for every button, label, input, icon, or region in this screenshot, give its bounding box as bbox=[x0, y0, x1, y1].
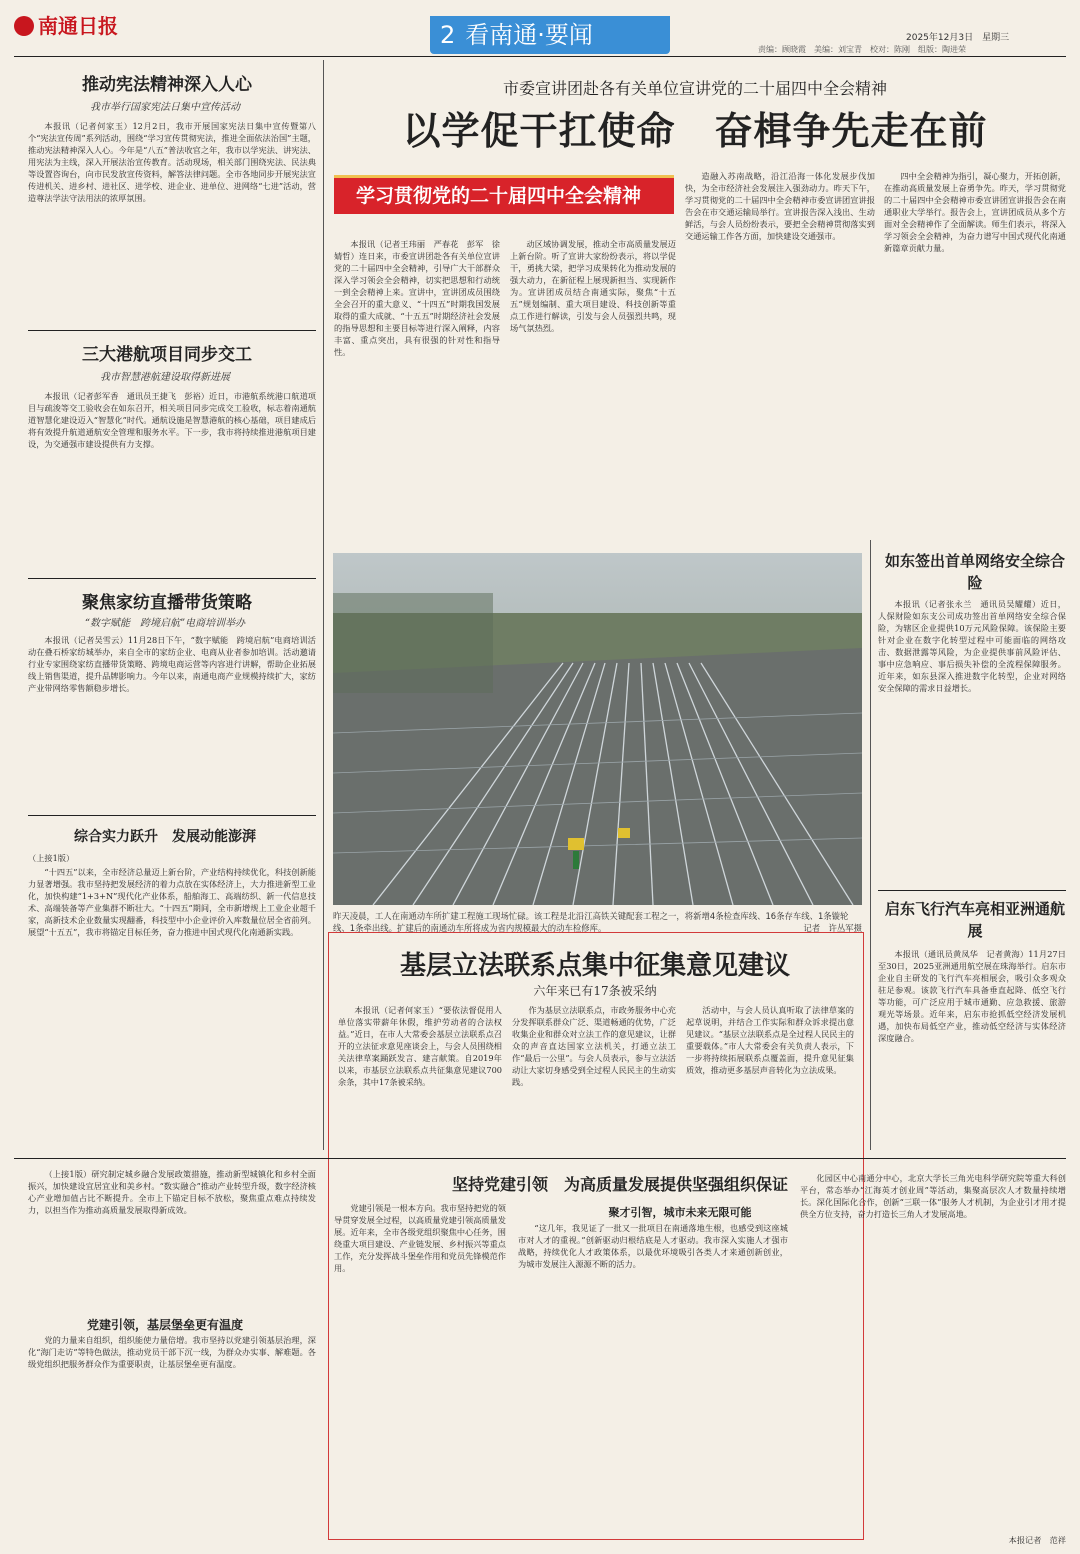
article-divider bbox=[28, 815, 316, 816]
article-body: 活动中，与会人员认真听取了法律草案的起草说明，并结合工作实际和群众诉求提出意见建议。“基层立法联系点是全过程人民民主的重要载体。”市人大常委会有关负责人表示，下一步将持续拓展联系点覆盖面，提升意见征集质效，推动更多基层声音转化为立法成果。 bbox=[686, 1005, 854, 1075]
article-body: 本报讯（记者何家玉）12月2日，我市开展国家宪法日集中宣传暨第八个“宪法宣传周”系列活动，围绕“学习宣传贯彻宪法，推进全面依法治国”主题，推动宪法精神深入人心。今年是“八五”普法收官之年，我市以学宪法、讲宪法、用宪法为主线，深入开展法治宣传教育。活动现场，相关部门围绕宪法、民法典等设置咨询台，向市民发放宣传资料，解答法律问题。全市各地同步开展宪法宣传进机关、进乡村、进社区、进学校、进企业、进单位、进网络“七进”活动，营造尊法学法守法用法的浓厚氛围。 bbox=[28, 121, 316, 203]
article-subtitle: “数字赋能 跨境启航”电商培训举办 bbox=[84, 618, 246, 629]
article-body: 动区域协调发展，推动全市高质量发展迈上新台阶。听了宣讲大家纷纷表示，将以学促干，勇挑大梁，把学习成果转化为推动发展的强大动力，在新征程上展现新担当、实现新作为。宣讲团成员结合南通实际，聚焦“十五五”规划编制、重大项目建设、科技创新等重点工作进行解读，引发与会人员强烈共鸣，现场气氛热烈。 bbox=[510, 239, 676, 333]
article-title: 推动宪法精神深入人心 bbox=[82, 75, 252, 95]
section-name: 看南通·要闻 bbox=[465, 21, 593, 49]
continued-note: （上接1版） bbox=[28, 853, 75, 863]
photo-credit: 记者 许丛军摄 bbox=[803, 923, 862, 933]
article-body: （上接1版）研究制定城乡融合发展政策措施，推动新型城镇化和乡村全面振兴，加快建设宜居宜业和美乡村。“数实融合”推动产业转型升级，数字经济核心产业增加值占比不断提升。全市上下锚定目标不放松，聚焦重点难点持续发力，以担当作为推动高质量发展取得新成效。 bbox=[28, 1169, 316, 1215]
column-divider bbox=[323, 60, 324, 1150]
article-divider bbox=[28, 578, 316, 579]
banner-accent bbox=[334, 175, 674, 178]
article-title: 启东飞行汽车亮相亚洲通航展 bbox=[884, 900, 1065, 940]
section-rule bbox=[14, 1158, 1066, 1159]
section-number: 2 bbox=[440, 21, 456, 49]
article-subtitle: 我市智慧港航建设取得新进展 bbox=[100, 372, 230, 383]
article-title: 三大港航项目同步交工 bbox=[82, 345, 252, 365]
article-divider bbox=[878, 890, 1066, 891]
article-body: “这几年，我见证了一批又一批项目在南通落地生根，也感受到这座城市对人才的重视。”创新驱动归根结底是人才驱动。我市深入实施人才强市战略，持续优化人才政策体系，以最优环境吸引各类人才来通创新创业，为城市发展注入源源不断的活力。 bbox=[518, 1223, 788, 1269]
rail-depot-photo bbox=[333, 553, 862, 905]
article-divider bbox=[28, 330, 316, 331]
banner-text: 学习贯彻党的二十届四中全会精神 bbox=[356, 185, 642, 207]
byline: 本报记者 范祥 bbox=[1008, 1535, 1066, 1545]
section-subheading: 聚才引智，城市未来无限可能 bbox=[608, 1206, 752, 1219]
article-body: 作为基层立法联系点，市政务服务中心充分发挥联系群众广泛、渠道畅通的优势，广泛收集企业和群众对立法工作的意见建议，让群众的声音直达国家立法机关，打通立法工作“最后一公里”。与会人员表示，参与立法活动让大家切身感受到全过程人民民主的生动实践。 bbox=[512, 1005, 676, 1087]
article-body: 党的力量来自组织，组织能使力量倍增。我市坚持以党建引领基层治理，深化“海门走访”等特色做法，推动党员干部下沉一线，为群众办实事、解难题。各级党组织把服务群众作为重要职责，让基层堡垒更有温度。 bbox=[28, 1335, 316, 1369]
newspaper-logo bbox=[14, 10, 118, 39]
section-subheading: 党建引领，基层堡垒更有温度 bbox=[86, 1318, 243, 1332]
logo-emblem-icon bbox=[14, 16, 34, 36]
article-body: 本报讯（记者彭军香 通讯员王捷飞 彭裕）近日，市港航系统港口航道项目与疏浚等交工验收会在如东召开，相关项目同步完成交工验收，标志着南通航道智慧化建设迈入“智慧化”时代。通航设施是智慧港航的核心基础，项目建成后将有效提升航道通航安全管理和服务水平。下一步，我市将持续推进港航项目建设，为交通强市建设提供有力支撑。 bbox=[28, 391, 316, 449]
bottom-headline: 坚持党建引领 为高质量发展提供坚强组织保证 bbox=[451, 1175, 788, 1194]
masthead bbox=[0, 0, 1080, 54]
article-title: 综合实力跃升 发展动能澎湃 bbox=[74, 829, 256, 845]
lead-headline: 以学促干扛使命 奋楫争先走在前 bbox=[402, 109, 988, 153]
caption-text: 昨天凌晨，工人在南通动车所扩建工程施工现场忙碌。该工程是北沿江高铁关键配套工程之一，将新增4条检查库线、16条存车线、1条镟轮线、1条牵出线。扩建后的南通动车所将成为省内规模最大的动车检修库。 bbox=[333, 911, 849, 933]
feature-headline: 基层立法联系点集中征集意见建议 bbox=[399, 951, 790, 981]
article-body: 本报讯（通讯员黄凤华 记者黄海）11月27日至30日，2025亚洲通用航空展在珠海举行。启东市企业自主研发的飞行汽车亮相展会，吸引众多观众驻足参观。该款飞行汽车具备垂直起降、低空飞行等功能，可广泛应用于城市通勤、应急救援、旅游观光等场景。近年来，启东市抢抓低空经济发展机遇，加快布局低空产业，推动低空经济与实体经济深度融合。 bbox=[878, 949, 1066, 1043]
news-photo bbox=[333, 553, 862, 905]
article-body: 造融入苏南战略，沿江沿海一体化发展步伐加快，为全市经济社会发展注入强劲动力。昨天下午，学习贯彻党的二十届四中全会精神市委宣讲团宣讲报告会在市交通运输局举行。宣讲报告深入浅出、生动鲜活，与会人员纷纷表示，要把全会精神贯彻落实到交通运输工作各方面，加快建设交通强市。 bbox=[685, 171, 875, 241]
column-divider bbox=[870, 540, 871, 1150]
section-band bbox=[430, 16, 670, 54]
article-subtitle: 我市举行国家宪法日集中宣传活动 bbox=[90, 102, 240, 113]
issue-date: 2025年12月3日 星期三 bbox=[906, 33, 1010, 43]
article-title: 如东签出首单网络安全综合险 bbox=[884, 552, 1065, 592]
logo-text: 南通日报 bbox=[38, 14, 118, 38]
feature-subtitle: 六年来已有17条被采纳 bbox=[533, 984, 657, 998]
article-body: 本报讯（记者张永兰 通讯员吴耀耀）近日，人保财险如东支公司成功签出首单网络安全综合保险，为辖区企业提供10万元风险保障。该保险主要针对企业在数字化转型过程中可能面临的网络攻击、数据泄露等风险，为企业提供事前风险评估、事中应急响应、事后损失补偿的全流程保障服务。近年来，如东县深入推进数字化转型，企业对网络安全保障的需求日益增长。 bbox=[878, 599, 1066, 693]
article-body: 本报讯（记者何家玉）“要依法督促用人单位落实带薪年休假，维护劳动者的合法权益。”近日，在市人大常委会基层立法联系点召开的立法征求意见座谈会上，与会人员围绕相关法律草案踊跃发言、建言献策。自2019年以来，市基层立法联系点共征集意见建议700余条，其中17条被采纳。 bbox=[338, 1005, 502, 1087]
article-body: 党建引领是一根本方向。我市坚持把党的领导贯穿发展全过程，以高质量党建引领高质量发展。近年来，全市各级党组织聚焦中心任务，围绕重大项目建设、产业链发展、乡村振兴等重点工作，充分发挥战斗堡垒作用和党员先锋模范作用。 bbox=[334, 1203, 506, 1273]
editor-credits: 责编：顾晓霞 美编：刘宝青 校对：陈刚 组版：陶进荣 bbox=[758, 45, 966, 54]
article-body: 本报讯（记者王玮丽 严春花 彭军 徐婧哲）连日来，市委宣讲团赴各有关单位宣讲党的二十届四中全会精神，引导广大干部群众深入学习领会全会精神，切实把思想和行动统一到全会精神上来。宣讲中，宣讲团成员围绕全会召开的重大意义、“十四五”时期我国发展取得的重大成就、“十五五”时期经济社会发展的指导思想和主要目标等进行深入阐释，内容丰富、重点突出，具有很强的针对性和指导性。 bbox=[334, 239, 500, 357]
article-body: 化园区中心南通分中心，北京大学长三角光电科学研究院等重大科创平台，常态举办“江海英才创业周”等活动，集聚高层次人才数量持续增长。深化国际化合作，创新“三联一体”服务人才机制，为企业引才用才提供全方位支持，奋力打造长三角人才发展高地。 bbox=[800, 1173, 1066, 1219]
topic-banner bbox=[334, 178, 674, 214]
photo-caption bbox=[333, 910, 862, 934]
article-body: 本报讯（记者吴雪云）11月28日下午，“数字赋能 跨境启航”电商培训活动在叠石桥家纺城举办，来自全市的家纺企业、电商从业者参加培训。活动邀请行业专家围绕家纺直播带货策略、跨境电商运营等内容进行讲解，帮助企业拓展线上销售渠道，提升品牌影响力。今年以来，南通电商产业规模持续扩大，家纺产业带网络零售额稳步增长。 bbox=[28, 635, 316, 693]
article-body: “十四五”以来，全市经济总量迈上新台阶，产业结构持续优化，科技创新能力显著增强。我市坚持把发展经济的着力点放在实体经济上，大力推进新型工业化，加快构建“1+3+N”现代化产业体系，船舶海工、高端纺织、新一代信息技术、高端装备等产业集群不断壮大。“十四五”期间，全市新增规上工业企业超千家，高新技术企业数量实现翻番，科技型中小企业评价入库数量位居全省前列。展望“十五五”，我市将锚定目标任务，奋力推进中国式现代化南通新实践。 bbox=[28, 867, 316, 937]
article-title: 聚焦家纺直播带货策略 bbox=[82, 593, 252, 613]
article-body: 四中全会精神为指引，凝心聚力，开拓创新，在推动高质量发展上奋勇争先。昨天，学习贯彻党的二十届四中全会精神市委宣讲团宣讲报告会在南通职业大学举行。报告会上，宣讲团成员从多个方面对全会精神作了全面解读。师生们表示，将深入学习领会全会精神，为奋力谱写中国式现代化南通新篇章贡献力量。 bbox=[884, 171, 1066, 253]
masthead-rule bbox=[14, 56, 1066, 57]
article-kicker: 市委宣讲团赴各有关单位宣讲党的二十届四中全会精神 bbox=[502, 79, 887, 98]
